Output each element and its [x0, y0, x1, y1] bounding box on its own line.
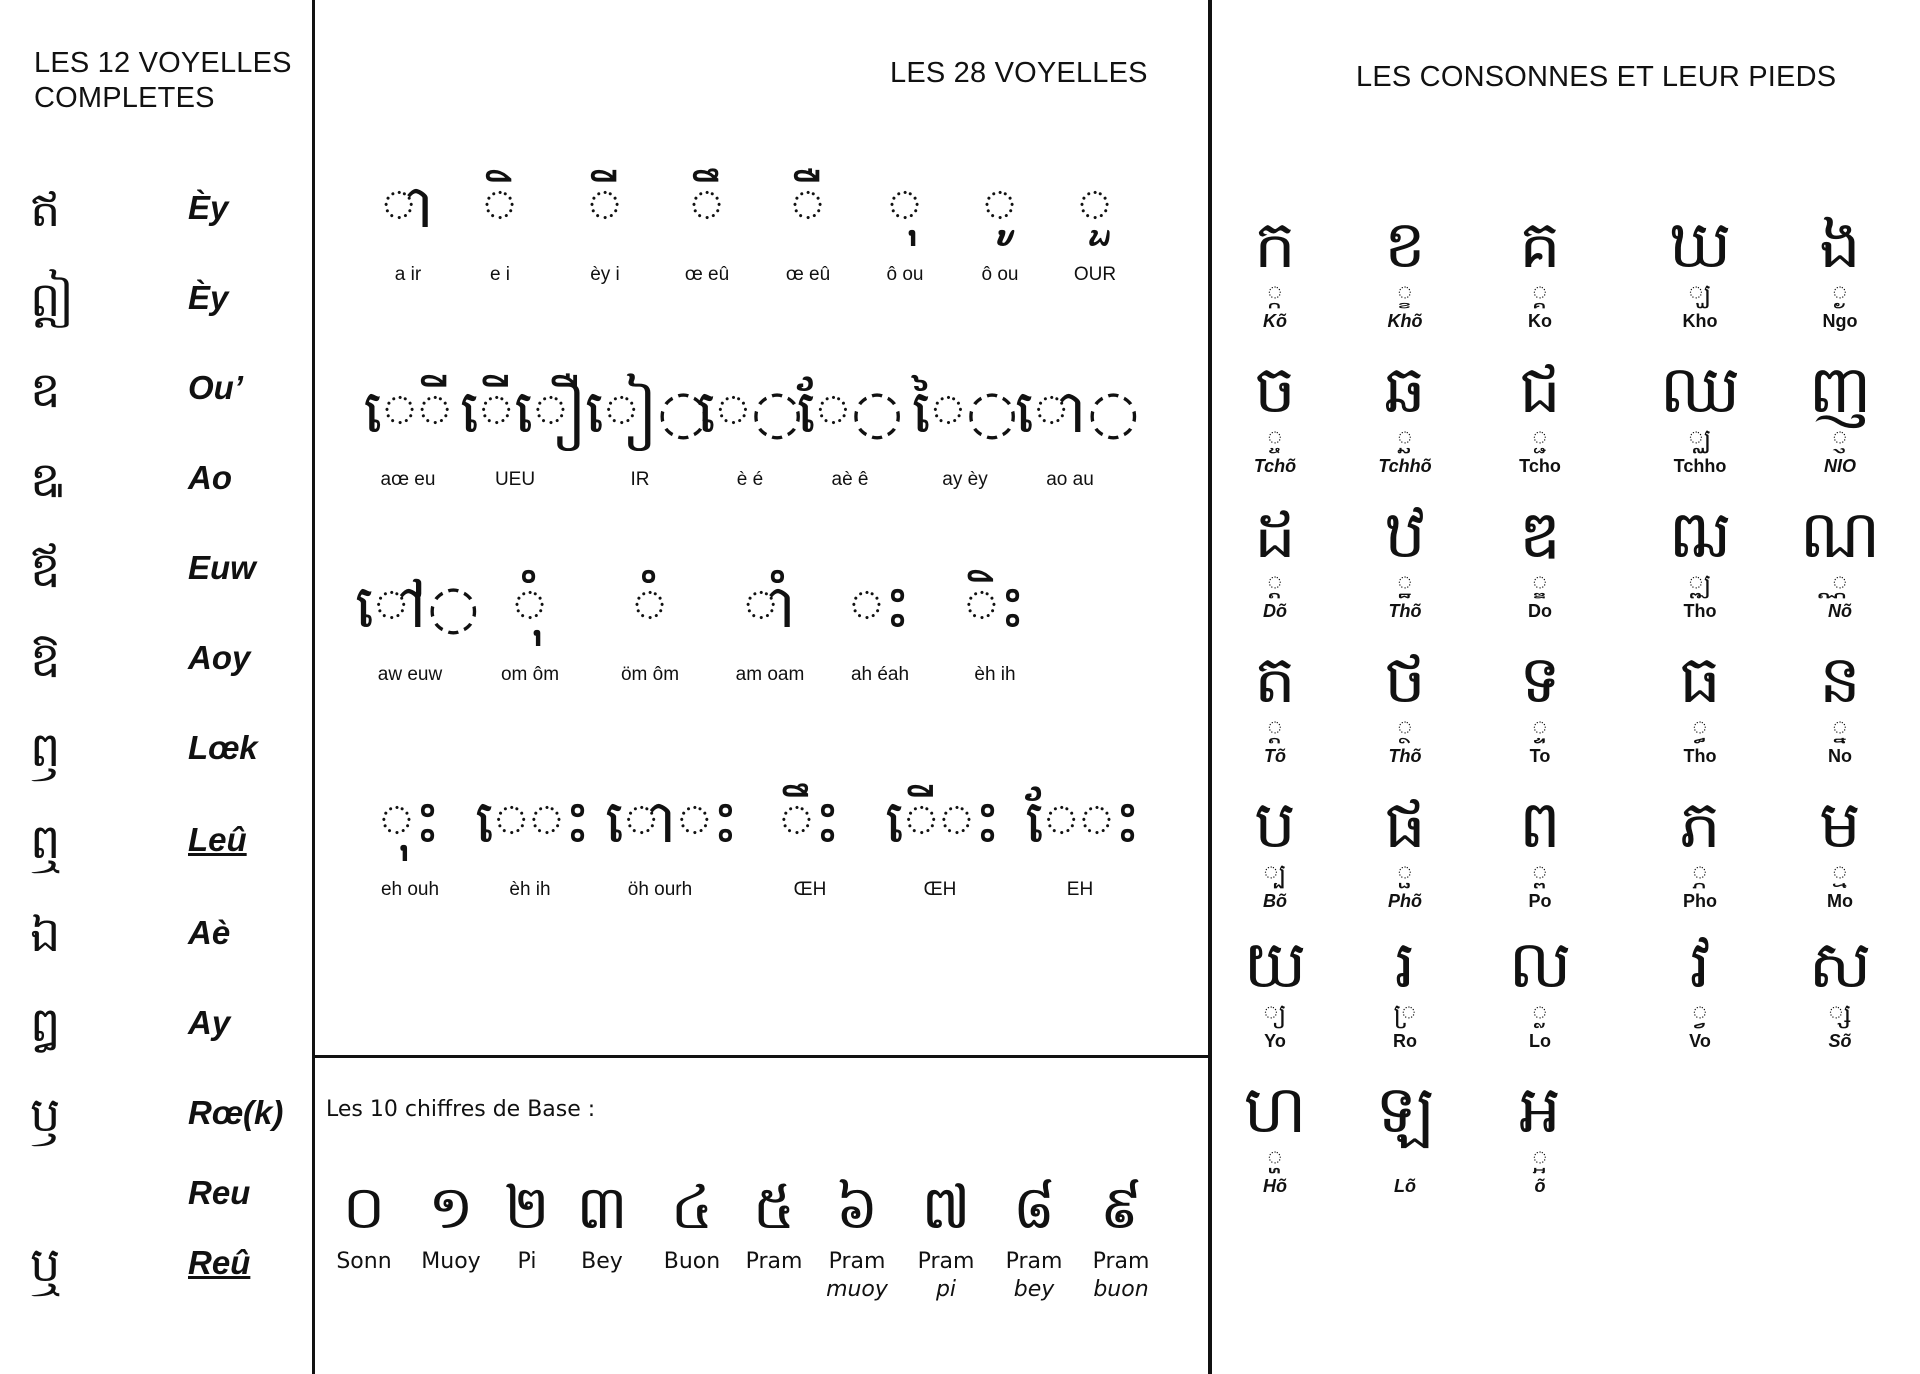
vowel-glyph: ◌ុះ: [379, 787, 441, 857]
consonant-foot: ្ឃ: [1688, 279, 1712, 309]
vowel-glyph: េ◌ះ: [475, 787, 591, 857]
consonant-foot: ្ទ: [1532, 714, 1548, 744]
number-name: Pi: [517, 1249, 537, 1274]
vowel-cell: [475, 775, 591, 925]
complete-vowel-khmer: ឪ: [30, 542, 61, 598]
number-digit: ២: [504, 1173, 550, 1243]
vowel-glyph: ោ◌: [1015, 377, 1140, 447]
complete-vowel-latin: Reu: [188, 1174, 251, 1211]
consonant-glyph: ញ: [1808, 351, 1872, 428]
consonant-latin: Khõ: [1387, 311, 1423, 331]
vowel-cell: [595, 560, 705, 710]
vowel-label: a ir: [394, 264, 422, 285]
complete-vowel-latin: Lœk: [188, 729, 258, 766]
consonant-cell: [1200, 350, 1350, 490]
vowel-cell: [795, 365, 905, 515]
consonant-glyph: យ: [1243, 926, 1307, 1003]
consonant-foot: ្យ: [1263, 999, 1287, 1029]
consonant-glyph: ខ: [1384, 206, 1426, 283]
consonant-glyph: ទ: [1519, 641, 1561, 718]
consonant-cell: [1625, 925, 1775, 1065]
consonant-cell: [1625, 205, 1775, 345]
complete-vowel-latin: Reû: [188, 1244, 251, 1281]
consonant-glyph: ល: [1508, 926, 1572, 1003]
vowel-cell: [910, 365, 1020, 515]
vowel-glyph: ◌ិះ: [964, 572, 1026, 642]
number-name: Pram: [745, 1249, 803, 1274]
col3-title: LES CONSONNES ET LEUR PIEDS: [1356, 61, 1837, 93]
consonant-cell: [1465, 640, 1615, 780]
complete-vowel-khmer: ឯ: [30, 907, 61, 963]
complete-vowel-row: [30, 540, 310, 620]
complete-vowel-row: [30, 905, 310, 985]
complete-vowel-row: [30, 1235, 310, 1315]
consonant-latin: Pho: [1683, 891, 1717, 911]
complete-vowel-latin: Rœ(k): [188, 1094, 284, 1131]
number-digit: ៨: [1012, 1173, 1056, 1243]
consonant-foot: ្ប: [1263, 859, 1287, 889]
consonant-latin: Dõ: [1263, 601, 1287, 621]
complete-vowel-latin: Ay: [188, 1004, 231, 1041]
consonant-glyph: គ: [1519, 206, 1561, 283]
vowel-cell: [850, 160, 960, 310]
vowel-cell: [585, 365, 710, 515]
number-name: Pram: [917, 1249, 975, 1274]
complete-vowel-latin: Aè: [188, 914, 231, 951]
consonant-latin: NIO: [1823, 456, 1856, 476]
consonant-latin: Tõ: [1264, 746, 1286, 766]
consonant-foot: ្ឋ: [1397, 569, 1413, 599]
consonant-glyph: ថ: [1384, 641, 1426, 718]
consonant-latin: Tho: [1683, 601, 1717, 621]
number-digit: ០: [342, 1173, 386, 1243]
number-name-line2: bey: [1013, 1277, 1055, 1302]
vowel-label: EH: [1066, 879, 1094, 900]
consonant-foot: ្ព: [1532, 859, 1548, 889]
number-digit: ៥: [752, 1173, 796, 1243]
vowel-cell: [695, 365, 805, 515]
consonant-cell: [1765, 785, 1915, 925]
vowel-cell: [355, 560, 480, 710]
consonant-latin: Lo: [1529, 1031, 1551, 1051]
consonant-foot: ្ផ: [1397, 859, 1413, 889]
consonant-cell: [1765, 925, 1915, 1065]
complete-vowel-row: [30, 450, 310, 530]
consonant-latin: Mo: [1827, 891, 1853, 911]
consonant-latin: Yo: [1264, 1031, 1286, 1051]
vowel-glyph: ◌ូ: [982, 172, 1018, 242]
consonant-latin: Sõ: [1828, 1031, 1852, 1051]
consonant-glyph: ន: [1819, 641, 1861, 718]
consonant-foot: ្ធ: [1692, 714, 1708, 744]
consonant-foot: ្ឌ: [1532, 569, 1548, 599]
consonant-cell: [1625, 495, 1775, 635]
vowel-glyph: ◌ឹ: [689, 172, 725, 242]
complete-vowel-latin: Euw: [188, 549, 256, 586]
consonant-latin: Po: [1528, 891, 1552, 911]
number-item: [811, 1168, 903, 1304]
number-name: Pram: [828, 1249, 886, 1274]
complete-vowel-khmer: ឫ: [30, 1087, 61, 1143]
consonant-cell: [1625, 785, 1775, 925]
number-item: [1075, 1168, 1167, 1304]
consonant-foot: ្ក: [1267, 279, 1283, 309]
consonant-foot: ្ឆ: [1397, 424, 1413, 454]
vowel-glyph: ែ◌: [796, 377, 904, 447]
number-digit: ៦: [835, 1173, 879, 1243]
number-name: Sonn: [336, 1249, 392, 1274]
consonant-foot: ្ដ: [1267, 569, 1283, 599]
consonant-cell: [1465, 925, 1615, 1065]
consonant-glyph: ធ: [1679, 641, 1721, 718]
consonant-latin: Tchho: [1673, 456, 1727, 476]
divider-left: [312, 0, 315, 1374]
consonant-latin: Ro: [1393, 1031, 1417, 1051]
consonant-cell: [1465, 1070, 1615, 1210]
vowel-glyph: ◌ំ: [632, 572, 668, 642]
consonant-cell: [1465, 350, 1615, 490]
vowel-glyph: ើ◌ឿ: [460, 377, 587, 447]
vowel-cell: [550, 160, 660, 310]
number-item: [728, 1168, 820, 1276]
divider-numbers: [314, 1055, 1210, 1058]
vowel-glyph: ◌ះ: [849, 572, 911, 642]
consonant-latin: Thõ: [1388, 746, 1422, 766]
number-item: [988, 1168, 1080, 1304]
vowel-glyph: ោ◌ះ: [605, 787, 739, 857]
vowel-glyph: ◌ឹះ: [779, 787, 841, 857]
complete-vowel-khmer: ឱ: [30, 632, 61, 688]
consonant-cell: [1200, 785, 1350, 925]
consonant-latin: Do: [1528, 601, 1552, 621]
number-item: [556, 1168, 648, 1276]
vowel-cell: [353, 365, 463, 515]
vowel-glyph: ◌ី: [587, 172, 623, 242]
consonant-foot: ្ល: [1532, 999, 1548, 1029]
consonant-glyph: ឋ: [1384, 496, 1426, 573]
col2-title: LES 28 VOYELLES: [890, 57, 1148, 89]
consonant-cell: [1625, 640, 1775, 780]
complete-vowel-row: [30, 720, 310, 800]
consonant-foot: ្ន: [1832, 714, 1848, 744]
vowel-cell: [460, 365, 587, 515]
vowel-label: è é: [736, 469, 764, 490]
consonant-glyph: ប: [1254, 786, 1296, 863]
consonant-glyph: ត: [1254, 641, 1296, 718]
complete-vowel-row: [30, 360, 310, 440]
complete-vowel-khmer: ឦ: [30, 272, 74, 328]
consonant-cell: [1465, 495, 1615, 635]
consonant-glyph: ឈ: [1659, 351, 1741, 428]
vowel-cell: [605, 775, 739, 925]
vowel-label: aè ê: [831, 469, 869, 490]
consonant-cell: [1765, 495, 1915, 635]
consonant-glyph: ដ: [1254, 496, 1296, 573]
vowel-label: èh ih: [974, 664, 1016, 685]
consonant-foot: ្ណ: [1832, 569, 1848, 599]
consonant-cell: [1200, 1070, 1350, 1210]
consonant-glyph: ឍ: [1668, 496, 1732, 573]
vowel-glyph: ◌ិ: [482, 172, 518, 242]
consonant-cell: [1465, 785, 1615, 925]
consonant-latin: Tchõ: [1253, 456, 1297, 476]
number-name-line2: muoy: [826, 1277, 888, 1302]
consonant-foot: ្ញ: [1832, 424, 1848, 454]
consonant-foot: ្ឍ: [1688, 569, 1712, 599]
vowel-glyph: េ◌: [696, 377, 804, 447]
consonant-foot: ្ច: [1267, 424, 1283, 454]
complete-vowel-latin: Aoy: [188, 639, 251, 676]
vowel-cell: [755, 775, 865, 925]
consonant-glyph: ម: [1819, 786, 1861, 863]
vowel-label: eh ouh: [380, 879, 440, 900]
consonant-cell: [1200, 495, 1350, 635]
consonant-glyph: អ: [1519, 1071, 1561, 1148]
number-item: [318, 1168, 410, 1276]
vowel-cell: [475, 560, 585, 710]
consonant-cell: [1200, 925, 1350, 1065]
vowel-cell: [885, 775, 1001, 925]
consonant-latin: Hõ: [1263, 1176, 1287, 1196]
consonant-foot: ្អ: [1532, 1144, 1548, 1174]
vowel-glyph: ◌ុំ: [512, 572, 548, 642]
vowel-cell: [445, 160, 555, 310]
vowel-glyph: ◌ួ: [1077, 172, 1113, 242]
consonant-latin: No: [1828, 746, 1852, 766]
consonant-cell: [1330, 925, 1480, 1065]
vowel-cell: [1040, 160, 1150, 310]
consonant-glyph: ព: [1519, 786, 1561, 863]
consonant-foot: ្ជ: [1532, 424, 1548, 454]
complete-vowel-khmer: ឩ: [30, 452, 61, 508]
complete-vowel-row: [30, 1085, 310, 1165]
number-name: Pram: [1005, 1249, 1063, 1274]
vowel-label: IR: [630, 469, 650, 490]
number-digit: ១: [428, 1173, 474, 1243]
complete-vowel-row: [30, 270, 310, 350]
vowel-cell: [652, 160, 762, 310]
number-digit: ៩: [1099, 1173, 1143, 1243]
consonant-foot: ្ថ: [1397, 714, 1413, 744]
vowel-label: aw euw: [377, 664, 443, 685]
consonant-latin: Ko: [1528, 311, 1552, 331]
vowel-label: èy i: [590, 264, 620, 285]
consonant-latin: Tho: [1683, 746, 1717, 766]
consonant-cell: [1765, 640, 1915, 780]
consonant-latin: Bõ: [1263, 891, 1287, 911]
complete-vowel-row: [30, 1165, 310, 1245]
consonant-latin: Lõ: [1394, 1176, 1416, 1196]
consonant-foot: ្ហ: [1267, 1144, 1283, 1174]
complete-vowel-latin: Èy: [188, 279, 229, 316]
consonant-latin: Phõ: [1388, 891, 1422, 911]
vowel-cell: [945, 160, 1055, 310]
vowel-glyph: ◌ុ: [887, 172, 923, 242]
complete-vowel-khmer: ឥ: [30, 182, 61, 238]
number-name: Bey: [581, 1249, 623, 1274]
vowel-label: œ eû: [684, 264, 730, 285]
consonant-glyph: វ: [1689, 926, 1711, 1003]
consonant-glyph: ច: [1254, 351, 1296, 428]
vowel-label: ô ou: [981, 264, 1019, 285]
consonant-cell: [1200, 640, 1350, 780]
consonant-cell: [1625, 350, 1775, 490]
consonant-glyph: រ: [1394, 926, 1416, 1003]
consonant-latin: Vo: [1689, 1031, 1711, 1051]
vowel-cell: [355, 775, 465, 925]
complete-vowel-latin: Ao: [188, 459, 232, 496]
consonant-latin: Ngo: [1822, 311, 1858, 331]
complete-vowel-row: [30, 995, 310, 1075]
consonant-foot: ្ត: [1267, 714, 1283, 744]
vowel-glyph: ៅ◌: [355, 572, 480, 642]
vowel-label: öm ôm: [620, 664, 680, 685]
consonant-cell: [1200, 205, 1350, 345]
number-digit: ៤: [670, 1173, 714, 1243]
complete-vowel-latin: Èy: [188, 189, 229, 226]
consonant-latin: Thõ: [1388, 601, 1422, 621]
consonant-latin: Kõ: [1263, 311, 1287, 331]
vowel-glyph: ើ◌ះ: [885, 787, 1001, 857]
consonant-glyph: ភ: [1679, 786, 1721, 863]
consonant-cell: [1765, 205, 1915, 345]
vowel-cell: [1015, 365, 1140, 515]
vowel-glyph: ែ◌ះ: [1025, 787, 1141, 857]
consonant-foot: [1330, 1146, 1480, 1172]
consonant-cell: [1330, 495, 1480, 635]
number-name: Buon: [663, 1249, 721, 1274]
consonant-latin: Tcho: [1519, 456, 1561, 476]
col1-title-line1: LES 12 VOYELLES: [34, 47, 292, 79]
consonant-glyph: ផ: [1384, 786, 1426, 863]
consonant-foot: ្រ: [1393, 999, 1417, 1029]
vowel-cell: [940, 560, 1050, 710]
complete-vowel-khmer: ឧ: [30, 362, 61, 418]
consonant-foot: ្វ: [1692, 999, 1708, 1029]
vowel-label: aœ eu: [380, 469, 436, 490]
consonant-glyph: ស: [1808, 926, 1872, 1003]
vowel-cell: [753, 160, 863, 310]
vowel-glyph: ៀ◌: [585, 377, 710, 447]
consonant-foot: ្ខ: [1397, 279, 1413, 309]
vowel-label: ŒH: [923, 879, 957, 900]
vowel-label: ô ou: [886, 264, 924, 285]
vowel-label: OUR: [1073, 264, 1117, 285]
consonant-glyph: ឆ: [1384, 351, 1426, 428]
vowel-label: e i: [489, 264, 511, 285]
consonant-foot: ្ម: [1832, 859, 1848, 889]
consonant-foot: ្ស: [1828, 999, 1852, 1029]
vowel-glyph: េ◌ី: [363, 377, 453, 447]
complete-vowel-khmer: ឮ: [30, 814, 61, 870]
vowel-label: èh ih: [509, 879, 551, 900]
vowel-label: œ eû: [785, 264, 831, 285]
vowel-label: om ôm: [500, 664, 560, 685]
consonant-cell: [1330, 640, 1480, 780]
consonant-latin: õ: [1534, 1176, 1546, 1196]
vowel-cell: [715, 560, 825, 710]
consonant-cell: [1465, 205, 1615, 345]
consonant-cell: [1330, 205, 1480, 345]
number-item: [646, 1168, 738, 1276]
complete-vowel-khmer: ឰ: [30, 997, 61, 1053]
consonant-cell: [1330, 785, 1480, 925]
consonant-latin: To: [1529, 746, 1551, 766]
complete-vowel-row: [30, 812, 310, 892]
vowel-label: öh ourh: [627, 879, 693, 900]
consonant-glyph: ជ: [1519, 351, 1561, 428]
consonant-glyph: ឡ: [1375, 1071, 1435, 1148]
consonant-cell: [1765, 350, 1915, 490]
complete-vowel-latin: Leû: [188, 821, 247, 858]
vowel-label: UEU: [494, 469, 536, 490]
complete-vowel-row: [30, 180, 310, 260]
complete-vowel-row: [30, 630, 310, 710]
number-name-line2: buon: [1093, 1277, 1149, 1302]
consonant-foot: ្ភ: [1692, 859, 1708, 889]
vowel-glyph: ៃ◌: [911, 377, 1019, 447]
vowel-cell: [825, 560, 935, 710]
vowel-glyph: ◌ឺ: [790, 172, 826, 242]
number-name: Pram: [1092, 1249, 1150, 1274]
vowel-label: ŒH: [793, 879, 827, 900]
consonant-glyph: ក: [1254, 206, 1296, 283]
complete-vowel-khmer: ឬ: [30, 1237, 61, 1293]
consonant-latin: Kho: [1682, 311, 1718, 331]
consonant-glyph: ឌ: [1519, 496, 1561, 573]
consonant-foot: ្ង: [1832, 279, 1848, 309]
col1-title-line2: COMPLETES: [34, 82, 215, 114]
consonant-foot: ្ឈ: [1688, 424, 1712, 454]
number-item: [900, 1168, 992, 1304]
vowel-glyph: ◌ាំ: [743, 572, 797, 642]
complete-vowel-khmer: ឭ: [30, 722, 61, 778]
number-digit: ៧: [921, 1173, 971, 1243]
number-digit: ៣: [576, 1173, 628, 1243]
consonant-glyph: ឃ: [1668, 206, 1732, 283]
number-name: Muoy: [421, 1249, 481, 1274]
number-name-line2: pi: [935, 1277, 957, 1302]
consonant-foot: ្គ: [1532, 279, 1548, 309]
vowel-glyph: ◌ា: [381, 172, 435, 242]
consonant-latin: Nõ: [1828, 601, 1852, 621]
vowel-label: ay èy: [942, 469, 988, 490]
vowel-label: ao au: [1046, 469, 1094, 490]
consonant-glyph: ង: [1819, 206, 1861, 283]
consonant-glyph: ហ: [1243, 1071, 1307, 1148]
consonant-latin: Tchhõ: [1378, 456, 1432, 476]
numbers-caption: Les 10 chiffres de Base :: [326, 1097, 596, 1122]
consonant-glyph: ណ: [1799, 496, 1881, 573]
vowel-cell: [1025, 775, 1141, 925]
col1-title: [34, 46, 292, 116]
consonant-cell: [1330, 350, 1480, 490]
complete-vowel-latin: Ou’: [188, 369, 243, 406]
vowel-label: am oam: [735, 664, 805, 685]
vowel-label: ah éah: [850, 664, 910, 685]
consonant-cell: [1330, 1070, 1480, 1210]
